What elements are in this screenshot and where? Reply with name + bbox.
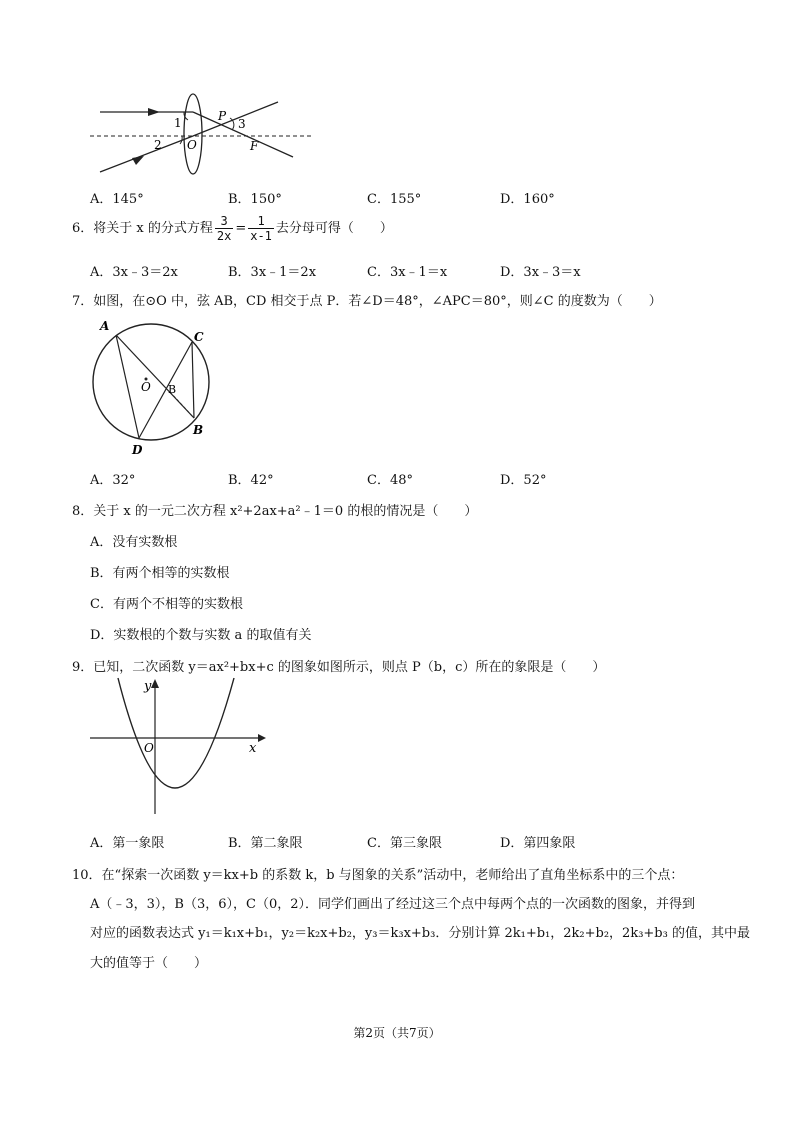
point-D-label: D — [132, 443, 143, 457]
q8-stem: 8．关于 x 的一元二次方程 x²+2ax+a²﹣1＝0 的根的情况是（ ） — [72, 504, 478, 519]
q6-fraction-right: $\frac{1}{x-1}$ — [250, 214, 272, 243]
q8-option-c: C．有两个不相等的实数根 — [90, 597, 243, 612]
lens-figure — [88, 92, 318, 180]
q10-line-3: 对应的函数表达式 y₁＝k₁x+b₁，y₂＝k₂x+b₂，y₃＝k₃x+b₃．分别计算 2k₁+b₁，2k₂+b₂，2k₃+b₃ 的值，其中最 — [90, 926, 750, 941]
q6-option-d: D．3x﹣3＝x — [500, 265, 581, 280]
circle-figure — [86, 318, 216, 457]
point-O-label: O — [141, 380, 151, 394]
point-O-label: O — [187, 138, 197, 152]
q6-stem — [72, 214, 393, 243]
q9-option-a: A．第一象限 — [90, 836, 165, 851]
q6-equals: = — [235, 221, 247, 236]
q6-prefix: 6．将关于 x 的分式方程 — [72, 221, 213, 236]
q7-option-a: A．32° — [90, 473, 136, 488]
point-F-label: F — [250, 139, 259, 153]
q7-option-c: C．48° — [367, 473, 413, 488]
q6-option-a: A．3x﹣3＝2x — [90, 265, 178, 280]
q6-suffix: 去分母可得（ ） — [275, 221, 393, 236]
q10-line-4: 大的值等于（ ） — [90, 956, 208, 971]
q7-stem: 7．如图，在⊙O 中，弦 AB，CD 相交于点 P．若∠D＝48°，∠APC＝80°，则∠C 的度数为（ ） — [72, 294, 662, 309]
origin-O-label: O — [144, 741, 154, 755]
angle-1-label: 1 — [174, 116, 182, 130]
q10-line-2: A（﹣3，3），B（3，6），C（0，2）．同学们画出了经过这三个点中每两个点的一次函数的图象，并得到 — [90, 897, 696, 912]
point-A-label: A — [100, 319, 110, 333]
q9-option-c: C．第三象限 — [367, 836, 442, 851]
page-footer: 第2页（共7页） — [353, 1026, 441, 1040]
point-B-mid-label: B — [168, 383, 177, 396]
q6-fraction-left: $\frac{3}{2x}$ — [216, 214, 232, 243]
q9-option-d: D．第四象限 — [500, 836, 576, 851]
q6-option-b: B．3x﹣1＝2x — [228, 265, 317, 280]
q5-option-a: A．145° — [90, 192, 144, 207]
parabola-figure — [88, 676, 268, 816]
q9-option-b: B．第二象限 — [228, 836, 303, 851]
q8-option-a: A．没有实数根 — [90, 535, 178, 550]
angle-3-label: 3 — [238, 117, 246, 131]
q5-option-c: C．155° — [367, 192, 422, 207]
axis-y-label: y — [144, 679, 152, 694]
point-B-label: B — [193, 423, 204, 437]
point-C-label: C — [194, 330, 204, 344]
q5-option-d: D．160° — [500, 192, 555, 207]
q8-option-d: D．实数根的个数与实数 a 的取值有关 — [90, 628, 312, 643]
q6-option-c: C．3x﹣1＝x — [367, 265, 448, 280]
q7-option-d: D．52° — [500, 473, 547, 488]
axis-x-label: x — [249, 741, 257, 756]
angle-2-label: 2 — [154, 138, 162, 152]
q8-option-b: B．有两个相等的实数根 — [90, 566, 230, 581]
q10-line-1: 10．在“探索一次函数 y＝kx+b 的系数 k，b 与图象的关系”活动中，老师给出了直角坐标系中的三个点： — [72, 868, 684, 883]
q7-option-b: B．42° — [228, 473, 274, 488]
point-P-label: P — [218, 109, 227, 123]
q9-stem: 9．已知，二次函数 y＝ax²+bx+c 的图象如图所示，则点 P（b，c）所在的象限是（ ） — [72, 660, 606, 675]
q5-option-b: B．150° — [228, 192, 282, 207]
